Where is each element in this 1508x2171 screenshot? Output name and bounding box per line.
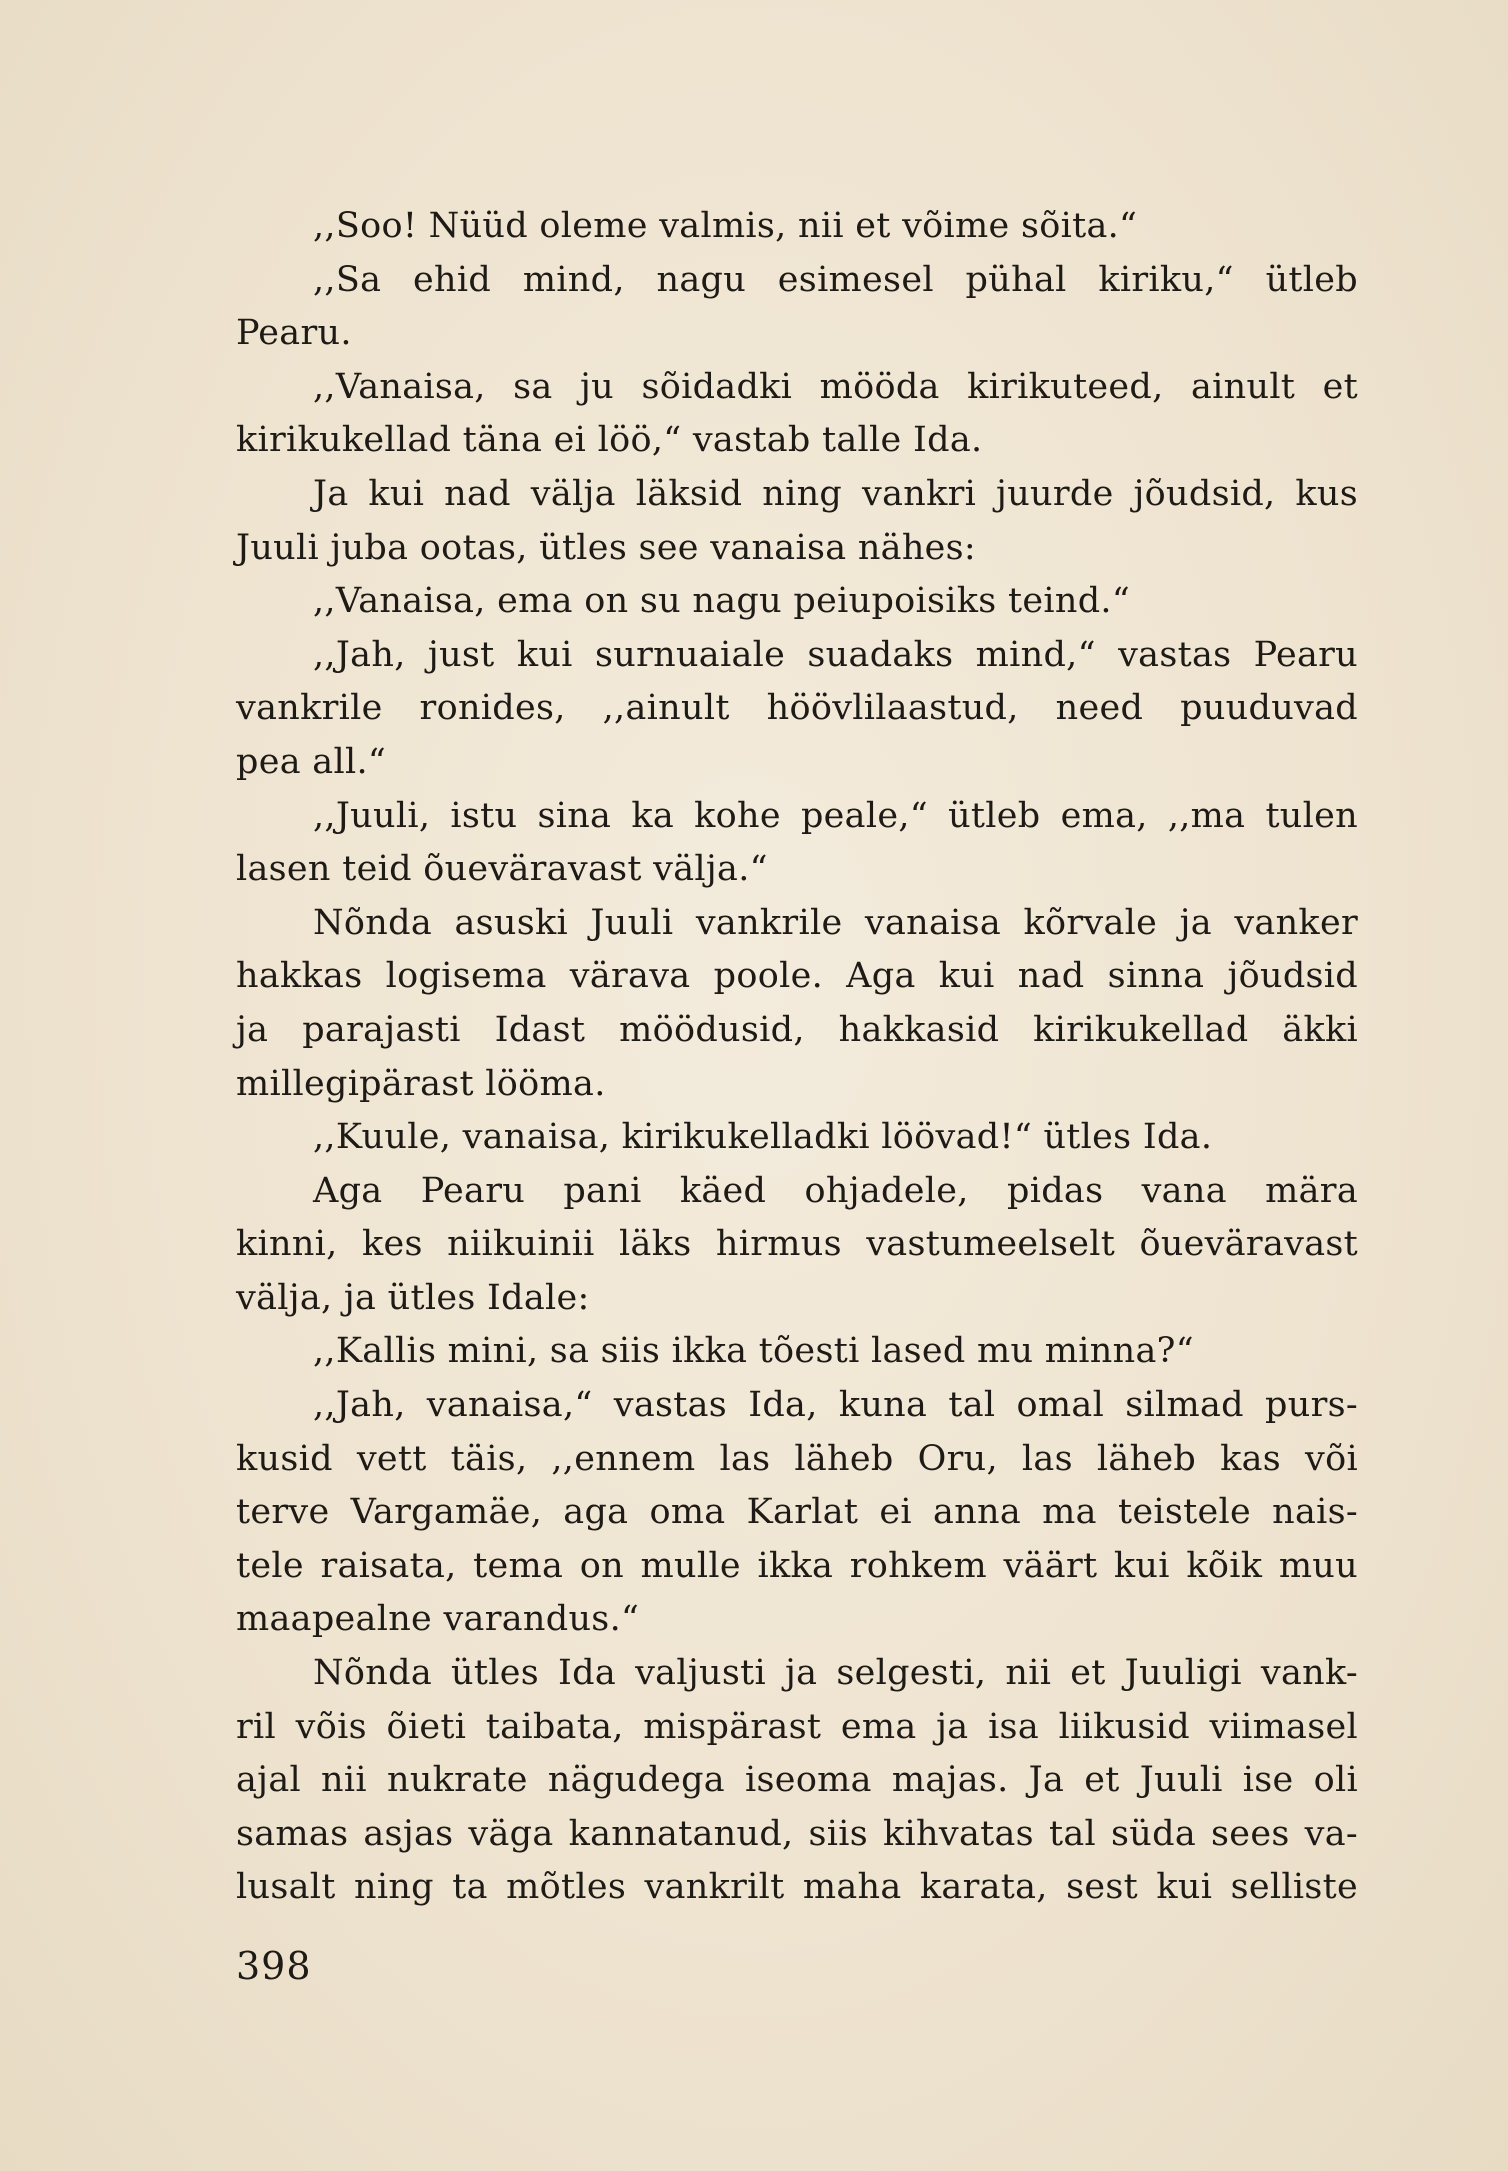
text-line: pea all.“ <box>236 741 387 782</box>
text-line: ,,Vanaisa, ema on su nagu peiupoisiks teind.“ <box>313 581 1131 622</box>
text-line: kusid vett täis, ,,ennem las läheb Oru, las läheb kas või <box>236 1438 1358 1479</box>
text-line: ajal nii nukrate nägudega iseoma majas. Ja et Juuli ise oli <box>236 1760 1358 1801</box>
page-number: 398 <box>236 1944 312 1988</box>
text-line: ril võis õieti taibata, mispärast ema ja isa liikusid viimasel <box>236 1706 1358 1747</box>
text-line: Aga Pearu pani käed ohjadele, pidas vana mära <box>313 1170 1358 1211</box>
text-line: vankrile ronides, ,,ainult höövlilaastud, need puuduvad <box>236 688 1358 729</box>
text-line: maapealne varandus.“ <box>236 1599 640 1640</box>
text-line: hakkas logisema värava poole. Aga kui nad sinna jõudsid <box>236 956 1358 997</box>
text-line: kirikukellad täna ei löö,“ vastab talle Ida. <box>236 420 983 461</box>
text-line: ,,Soo! Nüüd oleme valmis, nii et võime sõita.“ <box>313 206 1138 246</box>
text-line: ,,Jah, vanaisa,“ vastas Ida, kuna tal omal silmad purs- <box>313 1385 1358 1426</box>
text-line: kinni, kes niikuinii läks hirmus vastumeelselt õueväravast <box>236 1224 1358 1265</box>
text-line: ,,Kallis mini, sa siis ikka tõesti lased mu minna?“ <box>313 1331 1194 1372</box>
text-line: ,,Vanaisa, sa ju sõidadki mööda kirikuteed, ainult et <box>313 366 1358 407</box>
text-line: ,,Kuule, vanaisa, kirikukelladki löövad!“ ütles Ida. <box>313 1117 1213 1158</box>
text-line: ,,Sa ehid mind, nagu esimesel pühal kiriku,“ ütleb <box>313 259 1358 300</box>
text-line: lusalt ning ta mõtles vankrilt maha karata, sest kui selliste <box>236 1867 1358 1908</box>
text-line: millegipärast lööma. <box>236 1063 606 1104</box>
text-line: terve Vargamäe, aga oma Karlat ei anna ma teistele nais- <box>236 1492 1358 1533</box>
text-line: Pearu. <box>236 313 352 354</box>
text-line: Juuli juba ootas, ütles see vanaisa nähes: <box>236 527 977 568</box>
text-line: Nõnda ütles Ida valjusti ja selgesti, nii et Juuligi vank- <box>313 1653 1358 1694</box>
text-line: lasen teid õueväravast välja.“ <box>236 849 768 890</box>
body-text <box>236 200 1358 1915</box>
text-line: Ja kui nad välja läksid ning vankri juurde jõudsid, kus <box>313 473 1358 514</box>
text-line: ,,Juuli, istu sina ka kohe peale,“ ütleb ema, ,,ma tulen <box>313 795 1358 836</box>
text-line: välja, ja ütles Idale: <box>236 1277 590 1318</box>
text-line: Nõnda asuski Juuli vankrile vanaisa kõrvale ja vanker <box>313 902 1358 943</box>
text-line: ja parajasti Idast möödusid, hakkasid kirikukellad äkki <box>236 1009 1358 1050</box>
text-line: ,,Jah, just kui surnuaiale suadaks mind,“ vastas Pearu <box>313 634 1358 675</box>
text-line: tele raisata, tema on mulle ikka rohkem väärt kui kõik muu <box>236 1545 1358 1586</box>
text-line: samas asjas väga kannatanud, siis kihvatas tal süda sees va- <box>236 1813 1358 1854</box>
